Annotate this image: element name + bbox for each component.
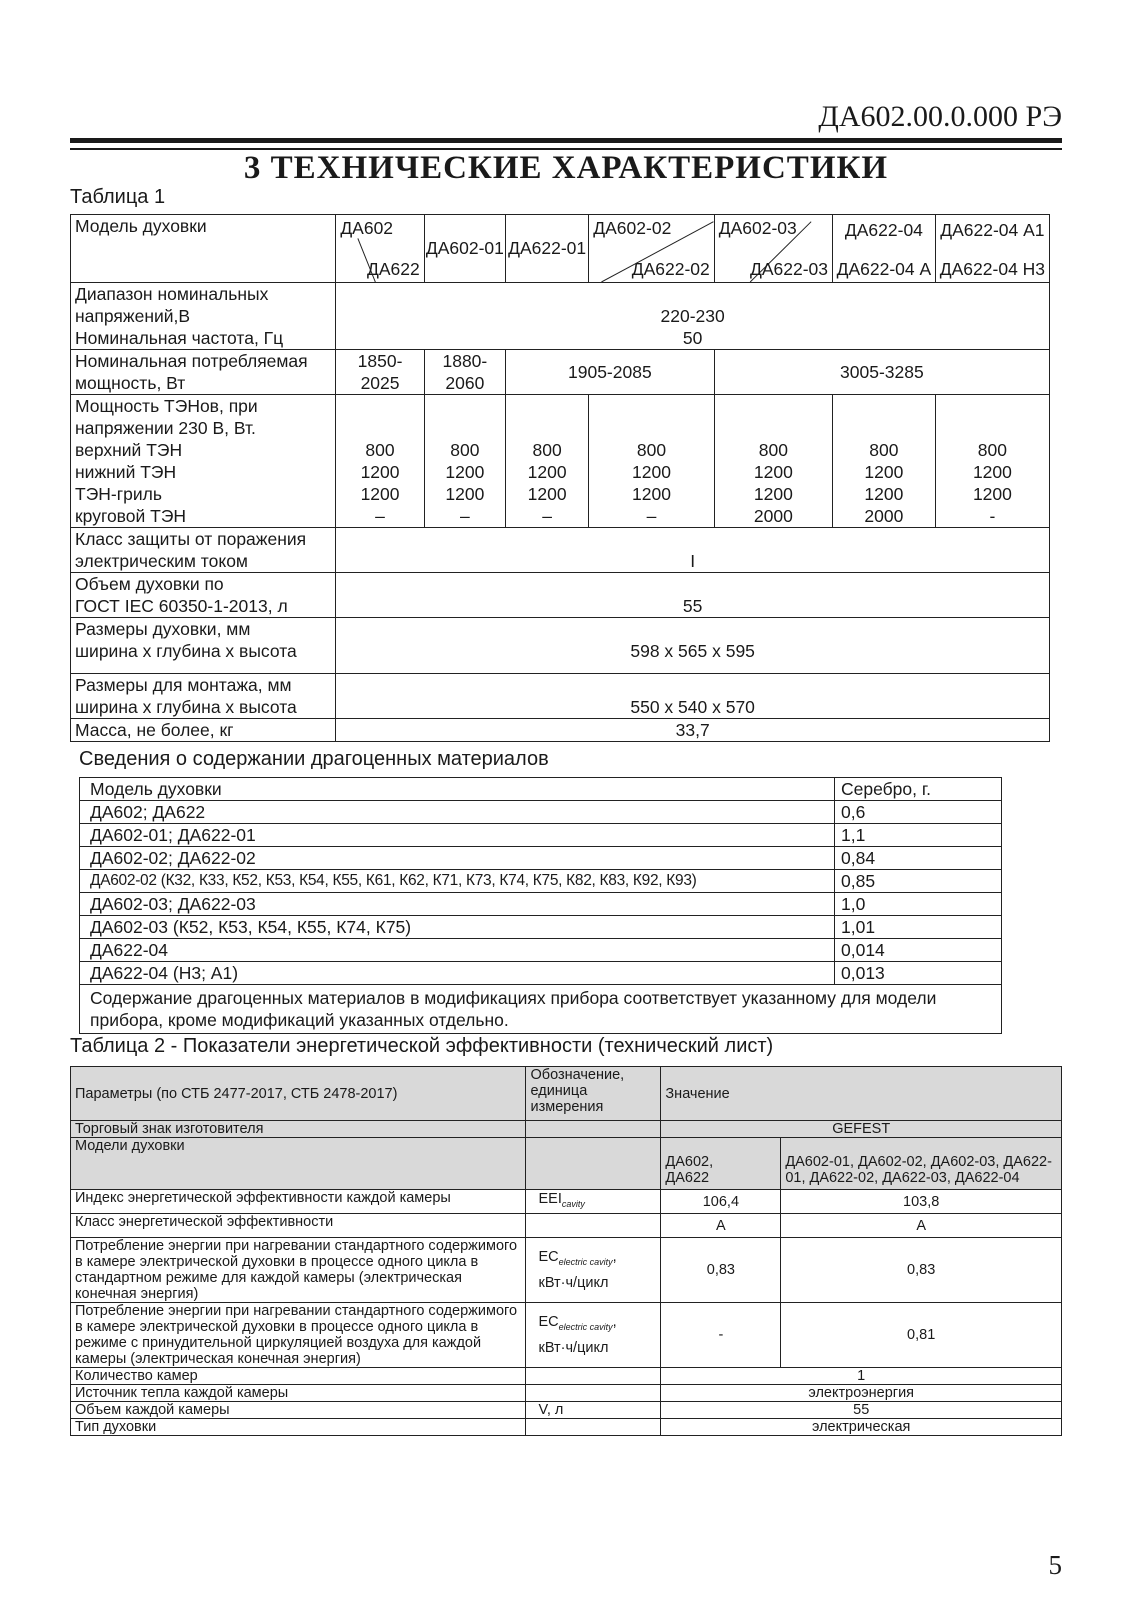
value-cell: электроэнергия: [661, 1385, 1062, 1402]
value-cell: электрическая: [661, 1419, 1062, 1436]
symbol-cell: [526, 1385, 661, 1402]
value-cell: 3005-3285: [714, 350, 1049, 395]
specs-table: [70, 214, 1050, 742]
param-cell: Потребление энергии при нагревании стандартного содержимого в камере электрической духовки в процессе одного цикла в стандартном режиме для каждой камеры (электрическая конечная энергия): [71, 1238, 526, 1303]
symbol-cell: V, л: [526, 1402, 661, 1419]
table-row: [71, 215, 1050, 283]
value-cell: 800 1200 1200 2000: [832, 395, 935, 528]
document-number: ДА602.00.0.000 РЭ: [818, 100, 1062, 133]
precious-note: Содержание драгоценных материалов в модификациях прибора соответствует указанному для модели прибора, кроме модификаций указанных отдельно.: [80, 985, 1002, 1034]
symbol-cell: $EC_{electric cavity}$, кВт·ч/цикл: [526, 1238, 661, 1303]
symbol-cell: $EC_{electric cavity}$, кВт·ч/цикл: [526, 1303, 661, 1368]
value-cell: 1: [661, 1368, 1062, 1385]
value-cell: 1850- 2025: [336, 350, 424, 395]
table-row: [80, 801, 1002, 824]
header-cell: Параметры (по СТБ 2477-2017, СТБ 2478-2017): [71, 1067, 526, 1121]
value-cell: 0,83: [781, 1238, 1062, 1303]
table-row: [80, 824, 1002, 847]
page-number: 5: [1048, 1550, 1062, 1580]
table-row: [80, 916, 1002, 939]
param-cell: Торговый знак изготовителя: [71, 1121, 526, 1138]
param-cell: Мощность ТЭНов, при напряжении 230 В, Вт. верхний ТЭН нижний ТЭН ТЭН-гриль круговой ТЭН: [71, 395, 336, 528]
table-row: [71, 1385, 1062, 1402]
silver-cell: 0,85: [835, 870, 1002, 893]
model-cell: ДА602-02; ДА622-02: [80, 847, 835, 870]
value-cell: 800 1200 1200 –: [336, 395, 424, 528]
table-row: [80, 962, 1002, 985]
symbol-cell: [526, 1368, 661, 1385]
value-cell: -: [661, 1303, 781, 1368]
model-cell: ДА602; ДА622: [80, 801, 835, 824]
value-cell: А: [661, 1214, 781, 1238]
symbol-cell: [526, 1419, 661, 1436]
silver-cell: 1,01: [835, 916, 1002, 939]
value-cell: 103,8: [781, 1190, 1062, 1214]
energy-efficiency-table: [70, 1066, 1062, 1436]
symbol-cell: $EEI_{cavity}$: [526, 1190, 661, 1214]
table-row: [80, 870, 1002, 893]
symbol-cell: [526, 1214, 661, 1238]
header-cell: ДА622-04 А1 ДА622-04 Н3: [935, 215, 1049, 283]
table-row: [80, 847, 1002, 870]
value-cell: 106,4: [661, 1190, 781, 1214]
param-cell: Тип духовки: [71, 1419, 526, 1436]
table-row: [71, 1190, 1062, 1214]
silver-cell: 0,84: [835, 847, 1002, 870]
table-row: [80, 893, 1002, 916]
model-cell: ДА602-03; ДА622-03: [80, 893, 835, 916]
silver-cell: 0,013: [835, 962, 1002, 985]
param-cell: Класс энергетической эффективности: [71, 1214, 526, 1238]
value-cell: I: [336, 528, 1050, 573]
silver-cell: 1,1: [835, 824, 1002, 847]
table-row: [71, 350, 1050, 395]
precious-title: Сведения о содержании драгоценных материалов: [79, 748, 549, 770]
value-cell: 598 х 565 х 595: [336, 618, 1050, 674]
table-row: [71, 573, 1050, 618]
param-cell: Масса, не более, кг: [71, 719, 336, 742]
value-cell: 1880- 2060: [424, 350, 505, 395]
table-row: [71, 1214, 1062, 1238]
symbol-cell: [526, 1121, 661, 1138]
model-cell: ДА602-03 (К52, К53, К54, К55, К74, К75): [80, 916, 835, 939]
model-cell: ДА622-04 (Н3; А1): [80, 962, 835, 985]
param-cell: Количество камер: [71, 1368, 526, 1385]
header-cell: ДА622-04 ДА622-04 А: [832, 215, 935, 283]
silver-cell: 0,6: [835, 801, 1002, 824]
table-row: [71, 283, 1050, 350]
model-cell: ДА602-01; ДА622-01: [80, 824, 835, 847]
table-row: [80, 985, 1002, 1034]
header-rule-thick: [70, 138, 1062, 143]
table-row: [71, 1402, 1062, 1419]
table-row: [71, 1121, 1062, 1138]
param-cell: Номинальная потребляемая мощность, Вт: [71, 350, 336, 395]
value-cell: 550 х 540 х 570: [336, 674, 1050, 719]
header-cell: Серебро, г.: [835, 778, 1002, 801]
header-cell-diagonal: ДА602 ДА622: [336, 215, 424, 283]
table-row: [80, 939, 1002, 962]
table-row: [71, 1303, 1062, 1368]
model-cell: ДА622-04: [80, 939, 835, 962]
param-cell: Объем каждой камеры: [71, 1402, 526, 1419]
param-cell: Размеры духовки, мм ширина х глубина х высота: [71, 618, 336, 674]
table-row: [71, 618, 1050, 674]
table1-label: Таблица 1: [70, 186, 166, 208]
value-cell: 0,83: [661, 1238, 781, 1303]
section-title: 3 ТЕХНИЧЕСКИЕ ХАРАКТЕРИСТИКИ: [243, 150, 889, 186]
table-row: [71, 719, 1050, 742]
header-cell: Обозначение, единица измерения: [526, 1067, 661, 1121]
param-cell: Источник тепла каждой камеры: [71, 1385, 526, 1402]
value-cell: 55: [661, 1402, 1062, 1419]
table-row: [71, 1067, 1062, 1121]
header-cell: Значение: [661, 1067, 1062, 1121]
header-cell: ДА622-01: [505, 215, 588, 283]
param-cell: Индекс энергетической эффективности каждой камеры: [71, 1190, 526, 1214]
table-row: [71, 528, 1050, 573]
value-cell: 800 1200 1200 –: [589, 395, 714, 528]
table-row: [71, 674, 1050, 719]
param-cell: Потребление энергии при нагревании стандартного содержимого в камере электрической духовки в процессе одного цикла в режиме с принудительной циркуляцией воздуха для каждой камеры (электрическая конечная энергия): [71, 1303, 526, 1368]
silver-cell: 0,014: [835, 939, 1002, 962]
value-cell: ДА602-01, ДА602-02, ДА602-03, ДА622-01, ДА622-02, ДА622-03, ДА622-04: [781, 1138, 1062, 1190]
param-cell: Класс защиты от поражения электрическим током: [71, 528, 336, 573]
value-cell: GEFEST: [661, 1121, 1062, 1138]
table-row: [71, 1368, 1062, 1385]
value-cell: А: [781, 1214, 1062, 1238]
value-cell: 800 1200 1200 –: [424, 395, 505, 528]
table2-label: Таблица 2 - Показатели энергетической эффективности (технический лист): [70, 1035, 774, 1057]
header-cell: Модель духовки: [71, 215, 336, 283]
model-cell: ДА602-02 (К32, К33, К52, К53, К54, К55, К61, К62, К71, К73, К74, К75, К82, К83, К92, К93): [80, 870, 835, 893]
table-row: [80, 778, 1002, 801]
param-cell: Диапазон номинальных напряжений,В Номинальная частота, Гц: [71, 283, 336, 350]
value-cell: 55: [336, 573, 1050, 618]
value-cell: 33,7: [336, 719, 1050, 742]
param-cell: Модели духовки: [71, 1138, 526, 1190]
value-cell: 1905-2085: [505, 350, 714, 395]
table-row: [71, 1238, 1062, 1303]
value-cell: 800 1200 1200 –: [505, 395, 588, 528]
table-row: [71, 1138, 1062, 1190]
value-cell: 220-230 50: [336, 283, 1050, 350]
precious-metals-table: [79, 777, 1002, 1034]
value-cell: 800 1200 1200 2000: [714, 395, 832, 528]
param-cell: Объем духовки по ГОСТ IEC 60350-1-2013, л: [71, 573, 336, 618]
table-row: [71, 1419, 1062, 1436]
param-cell: Размеры для монтажа, мм ширина х глубина х высота: [71, 674, 336, 719]
value-cell: ДА602, ДА622: [661, 1138, 781, 1190]
header-cell-diagonal: ДА602-02 ДА622-02: [589, 215, 714, 283]
header-cell: ДА602-01: [424, 215, 505, 283]
header-cell: Модель духовки: [80, 778, 835, 801]
value-cell: 800 1200 1200 -: [935, 395, 1049, 528]
table-row: [71, 395, 1050, 528]
silver-cell: 1,0: [835, 893, 1002, 916]
value-cell: 0,81: [781, 1303, 1062, 1368]
symbol-cell: [526, 1138, 661, 1190]
header-cell-diagonal: ДА602-03 ДА622-03: [714, 215, 832, 283]
